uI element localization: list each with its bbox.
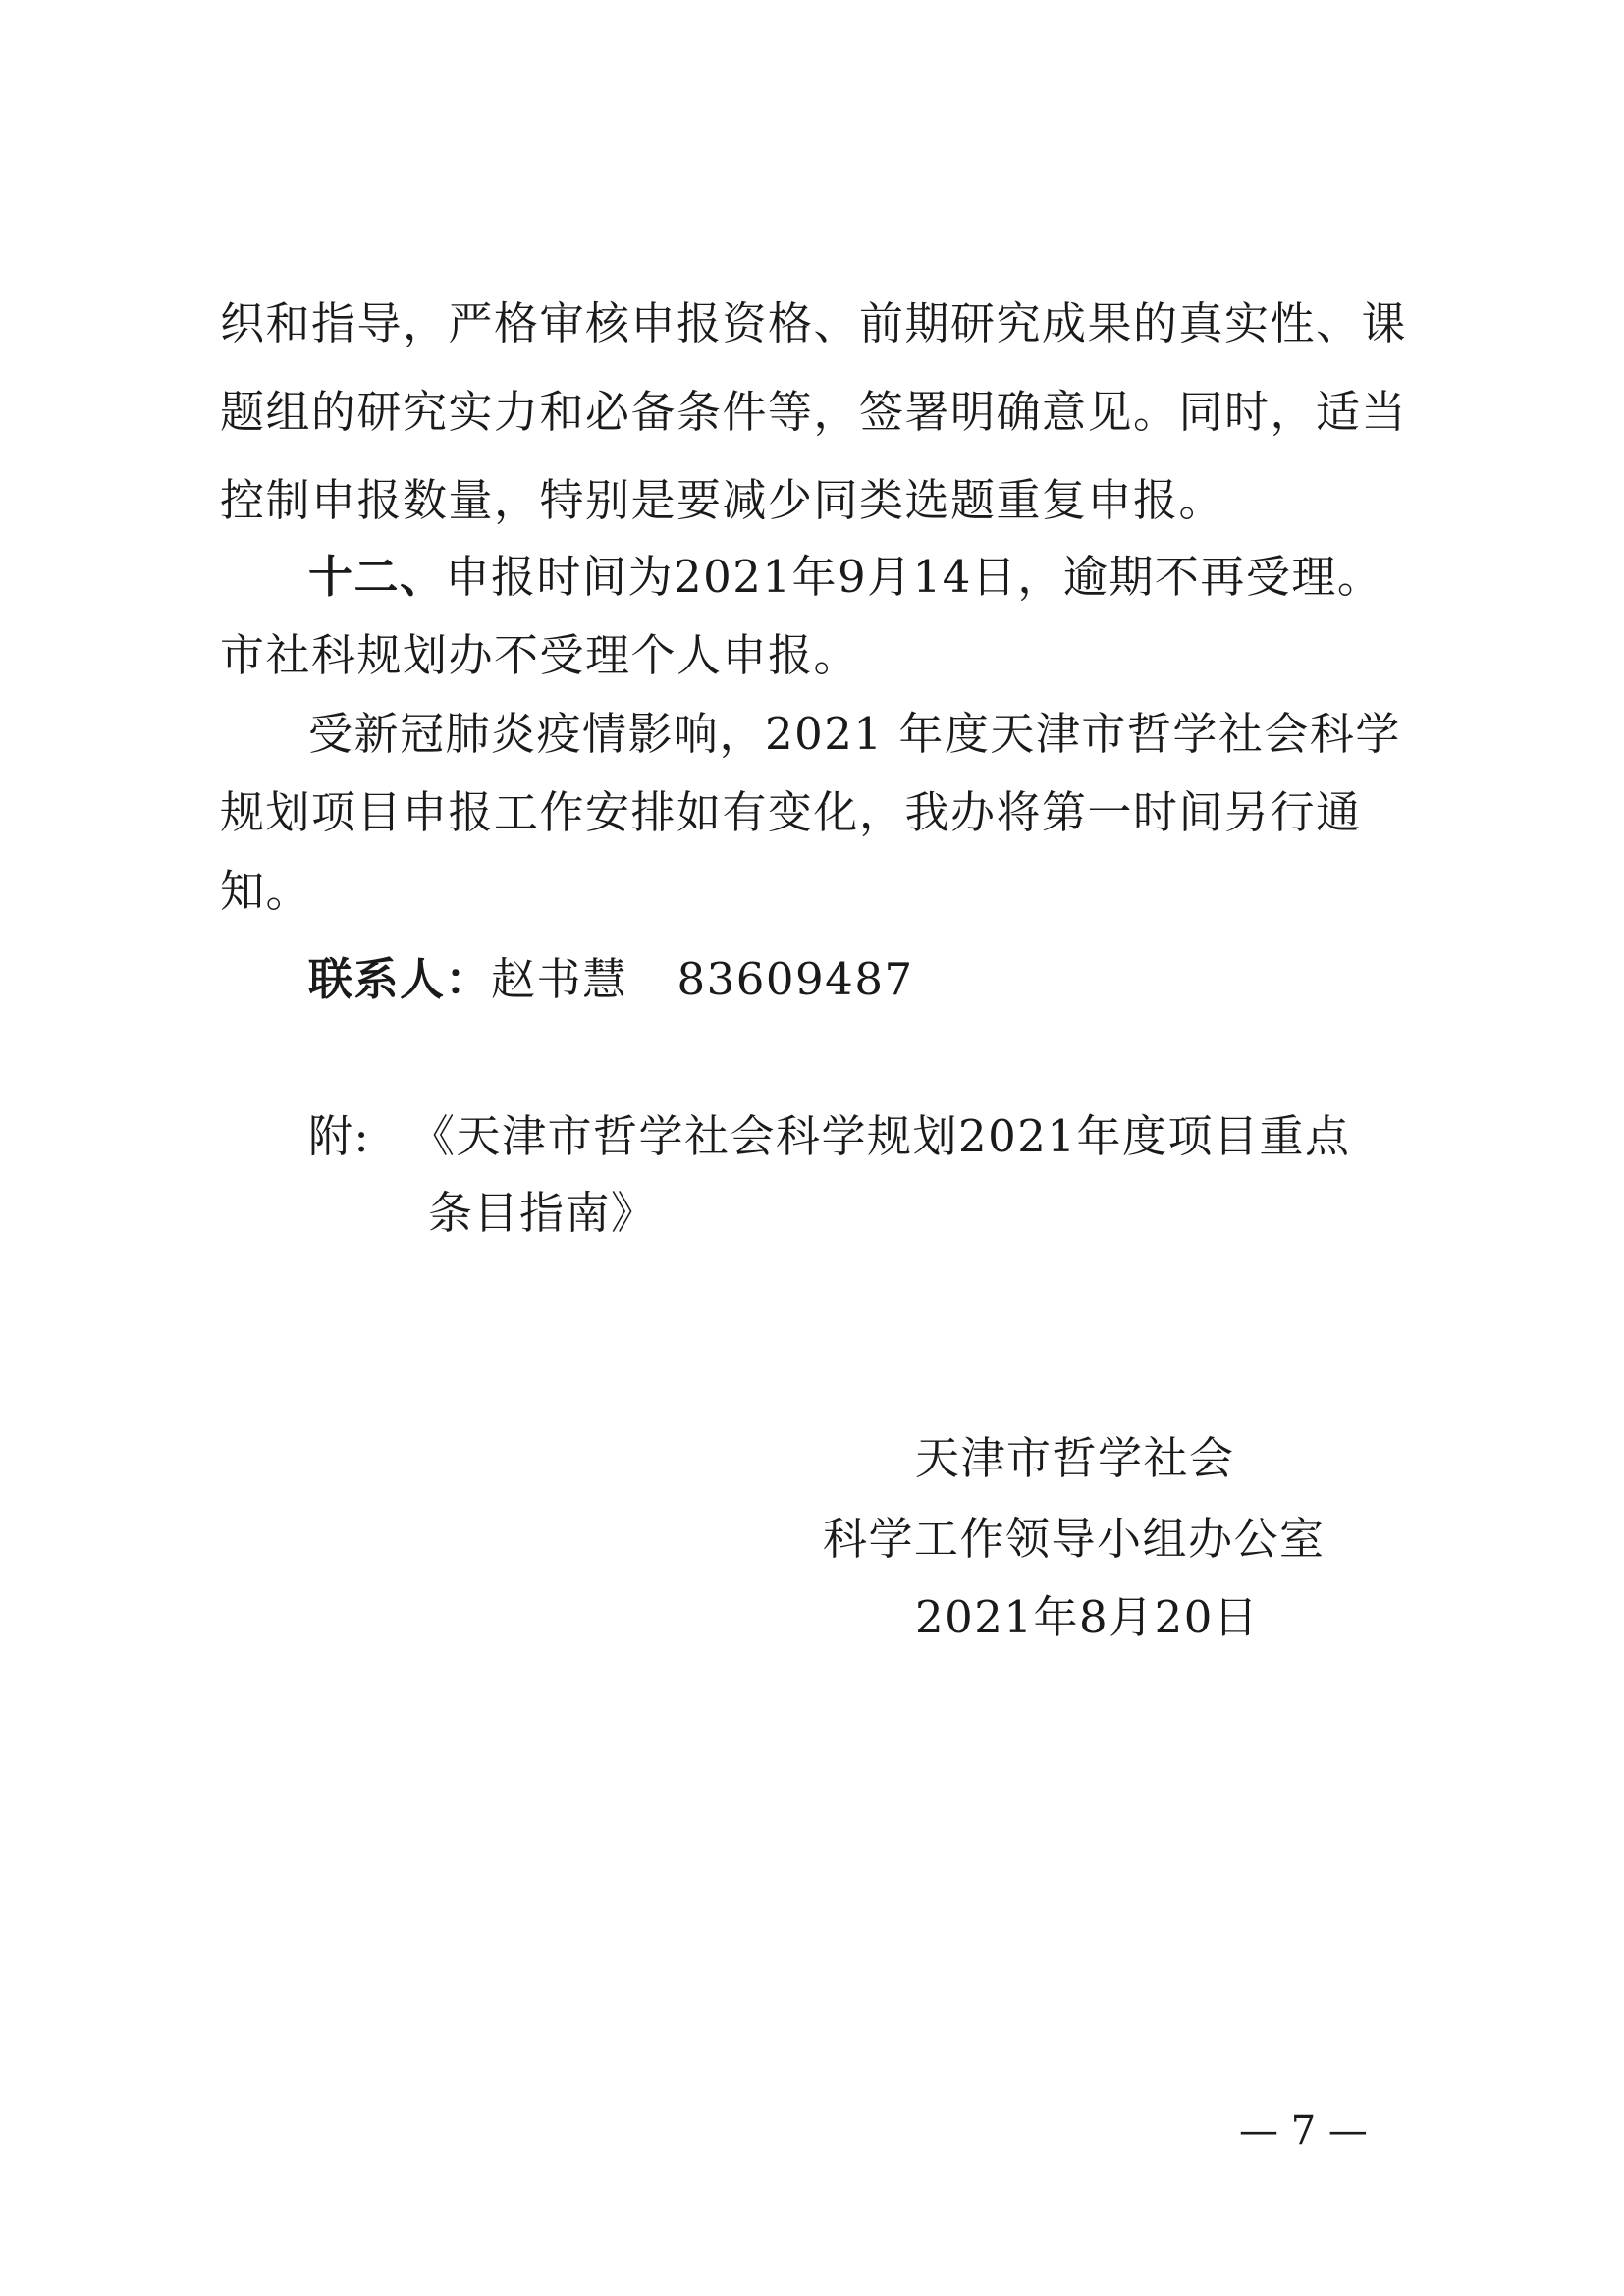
item12-line1 bbox=[308, 551, 1383, 603]
para1-line1: 织和指导，严格审核申报资格、前期研究成果的真实性、课 bbox=[220, 297, 1408, 349]
signature-org-line2: 科学工作领导小组办公室 bbox=[823, 1513, 1326, 1565]
para3-line2: 规划项目申报工作安排如有变化，我办将第一时间另行通 bbox=[220, 786, 1362, 838]
para3-line1: 受新冠肺炎疫情影响，2021 年度天津市哲学社会科学 bbox=[308, 708, 1401, 760]
attachment-line2: 条目指南》 bbox=[428, 1187, 657, 1239]
item12-text: 申报时间为2021年9月14日，逾期不再受理。 bbox=[445, 551, 1383, 603]
contact-label: 联系人： bbox=[308, 953, 492, 1005]
signature-org-line1: 天津市哲学社会 bbox=[915, 1432, 1235, 1484]
attachment-label: 附: bbox=[308, 1110, 371, 1162]
contact-name: 赵书慧 bbox=[491, 953, 628, 1005]
para3-line3: 知。 bbox=[220, 865, 312, 917]
signature-date: 2021年8月20日 bbox=[915, 1591, 1260, 1643]
page-number: — 7 — bbox=[1239, 2109, 1368, 2154]
contact-phone: 83609487 bbox=[677, 953, 914, 1005]
para1-line3: 控制申报数量，特别是要减少同类选题重复申报。 bbox=[220, 474, 1225, 526]
item12-label: 十二、 bbox=[308, 551, 446, 603]
attachment-line1: 《天津市哲学社会科学规划2021年度项目重点 bbox=[410, 1110, 1351, 1162]
contact-line bbox=[308, 953, 914, 1005]
item12-line2: 市社科规划办不受理个人申报。 bbox=[220, 629, 860, 681]
para1-line2: 题组的研究实力和必备条件等，签署明确意见。同时，适当 bbox=[220, 386, 1408, 438]
